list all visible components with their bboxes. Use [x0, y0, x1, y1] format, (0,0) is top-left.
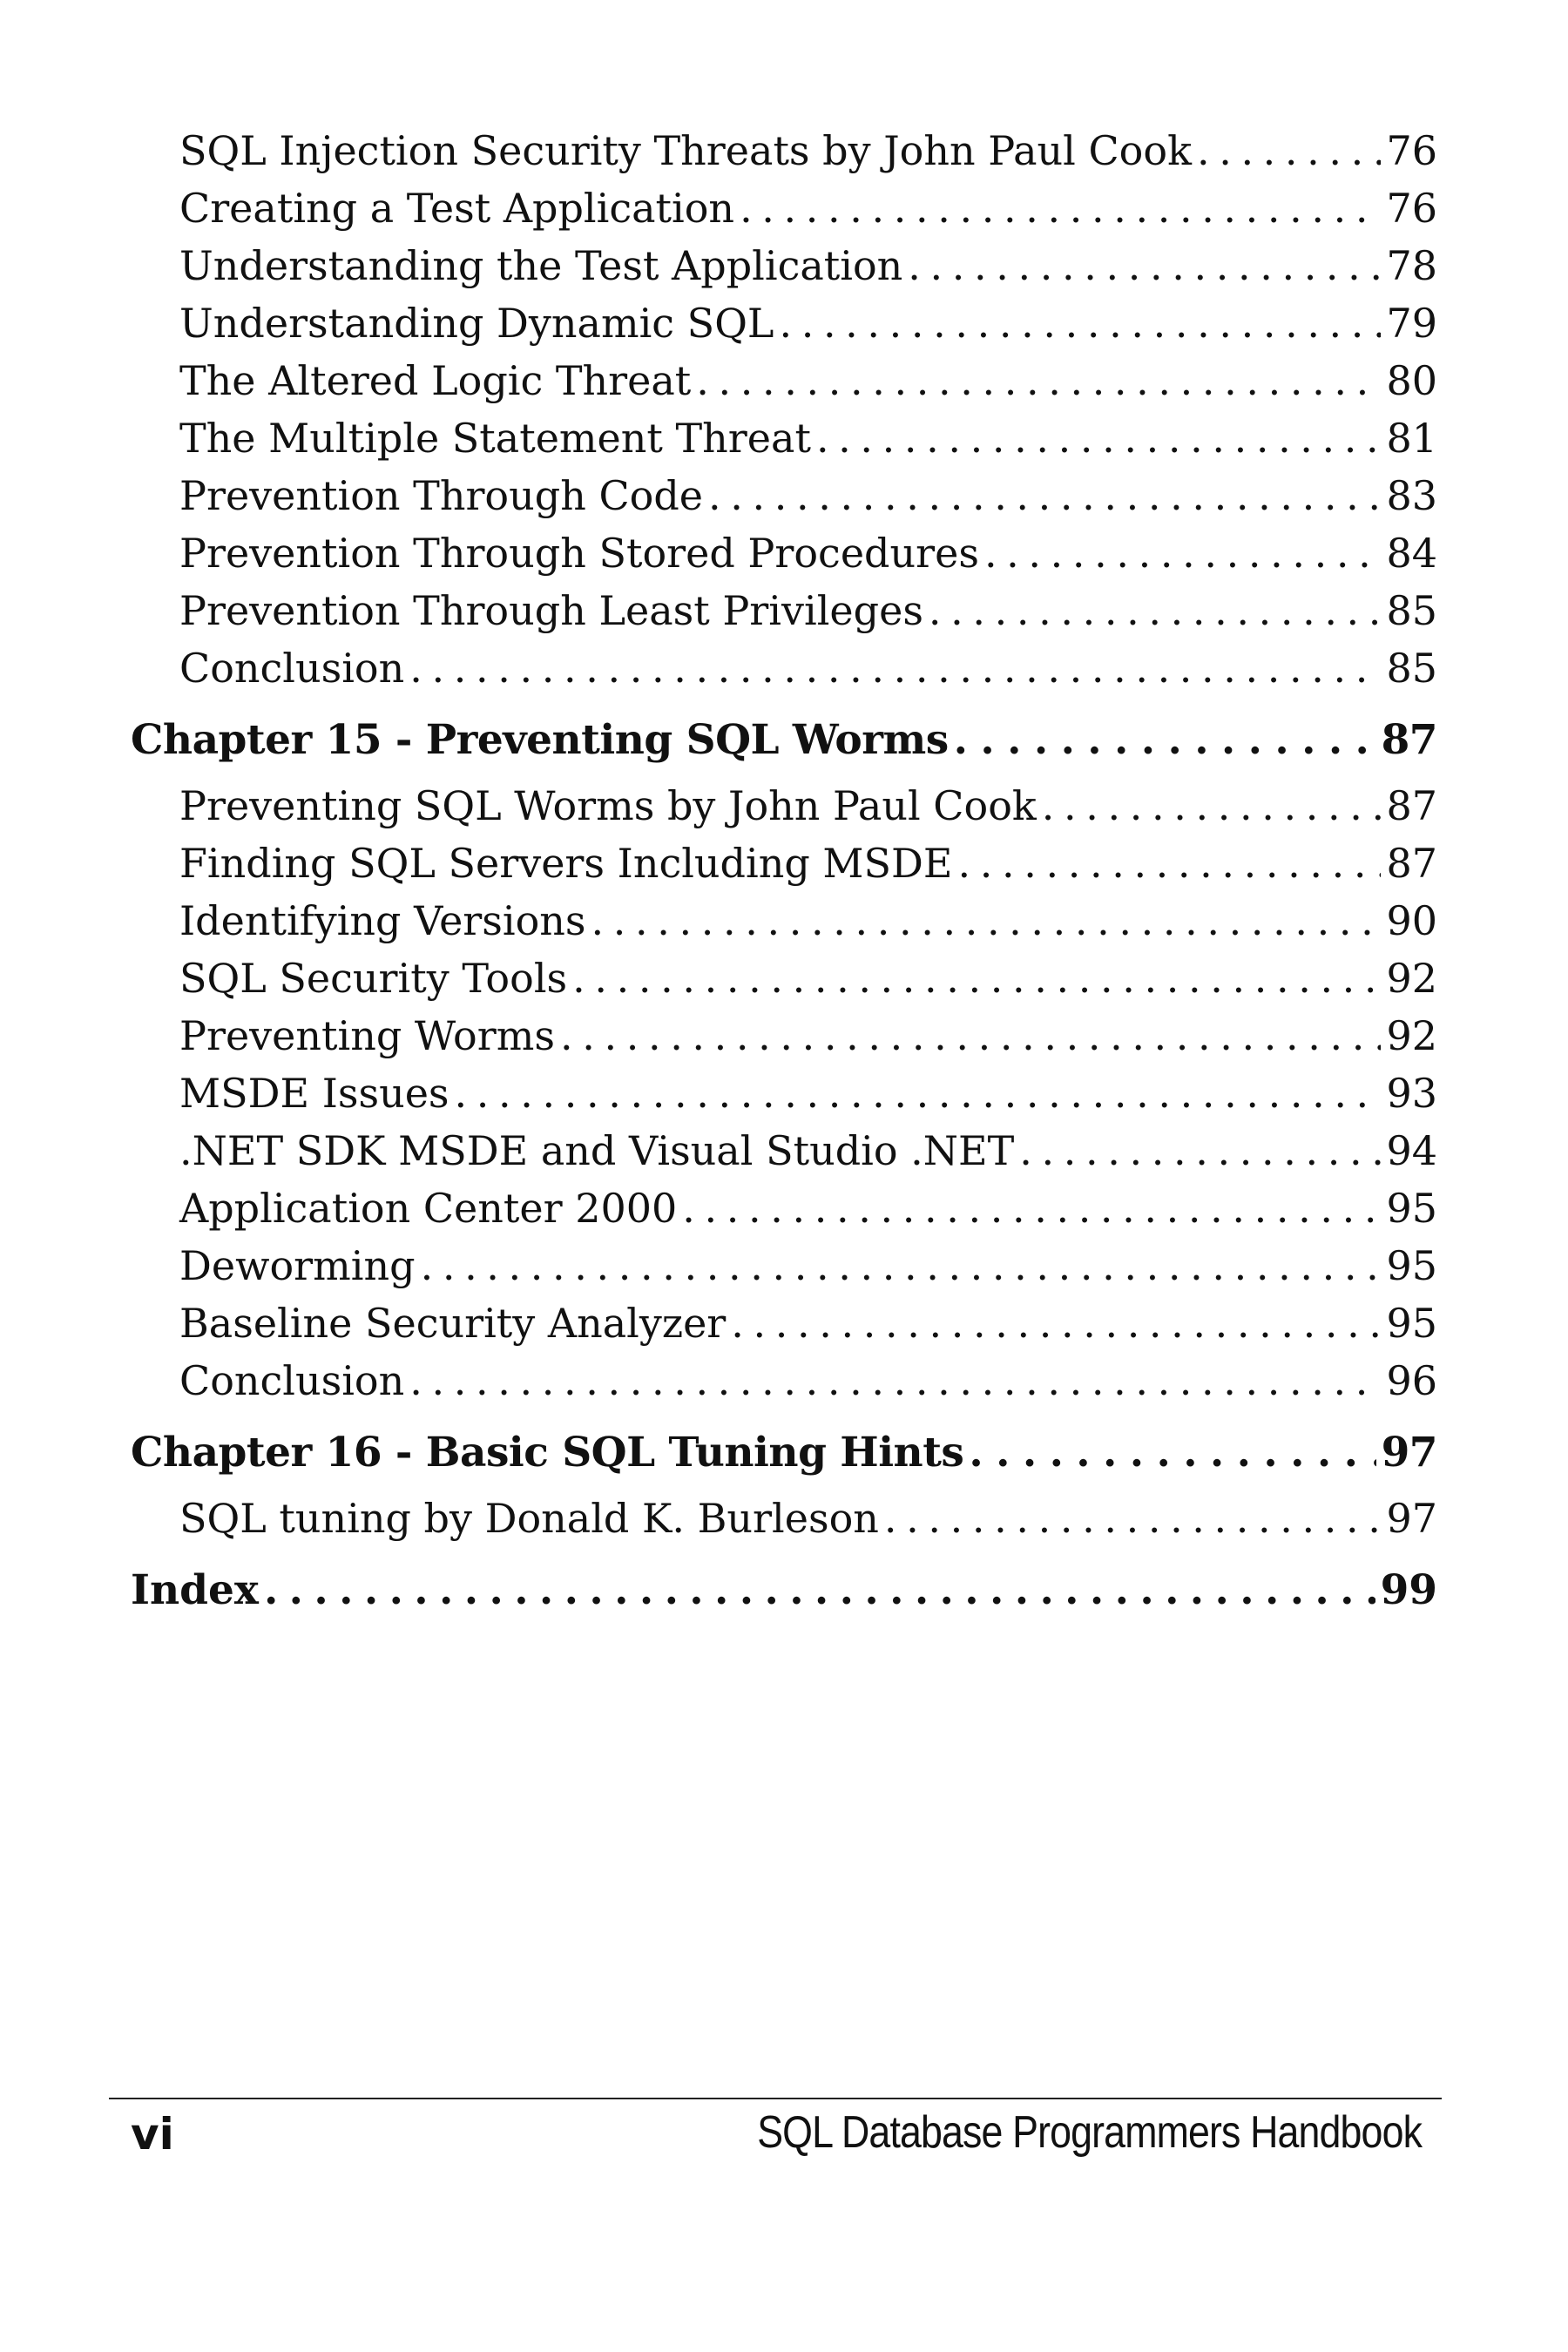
footer-divider — [109, 2098, 1442, 2099]
toc-entry-title: SQL Injection Security Threats by John Paul Cook — [179, 127, 1192, 174]
toc-entry[interactable] — [179, 294, 1437, 352]
toc-entry-page: 84 — [1386, 530, 1437, 577]
dot-leader — [816, 409, 1382, 467]
toc-entry[interactable] — [179, 524, 1437, 582]
toc-entry-page: 76 — [1386, 185, 1437, 232]
toc-entry-page: 81 — [1386, 415, 1437, 462]
toc-entry-page: 76 — [1386, 127, 1437, 174]
toc-entry[interactable] — [179, 122, 1437, 179]
chapter-page: 97 — [1381, 1429, 1437, 1477]
dot-leader — [421, 1237, 1382, 1294]
toc-entry-title: .NET SDK MSDE and Visual Studio .NET — [179, 1127, 1015, 1174]
dot-leader — [708, 467, 1381, 524]
toc-entry[interactable] — [179, 1179, 1437, 1237]
toc-entry-page: 87 — [1386, 840, 1437, 887]
dot-leader — [409, 1352, 1381, 1409]
toc-entry[interactable] — [179, 179, 1437, 237]
toc-entry-title: SQL tuning by Donald K. Burleson — [179, 1495, 879, 1542]
dot-leader — [455, 1064, 1382, 1122]
table-of-contents — [131, 122, 1437, 1627]
toc-entry-page: 83 — [1386, 472, 1437, 519]
toc-entry-page: 87 — [1386, 782, 1437, 829]
dot-leader — [696, 352, 1381, 409]
toc-entry[interactable] — [179, 1237, 1437, 1294]
toc-entry-page: 93 — [1386, 1070, 1437, 1117]
toc-entry-page: 95 — [1386, 1242, 1437, 1289]
dot-leader — [884, 1490, 1382, 1547]
index-title: Index — [131, 1566, 259, 1614]
dot-leader — [1042, 777, 1382, 835]
toc-entry[interactable] — [179, 1294, 1437, 1352]
toc-entry[interactable] — [179, 639, 1437, 697]
toc-entry-title: Prevention Through Stored Procedures — [179, 530, 979, 577]
toc-entry-title: The Altered Logic Threat — [179, 357, 692, 404]
toc-entry-page: 95 — [1386, 1185, 1437, 1232]
toc-entry-title: Understanding Dynamic SQL — [179, 300, 774, 347]
toc-entry-title: Baseline Security Analyzer — [179, 1300, 727, 1347]
dot-leader — [740, 179, 1381, 237]
toc-entry-title: Prevention Through Least Privileges — [179, 587, 923, 634]
toc-entry-title: Conclusion — [179, 645, 405, 692]
toc-index[interactable] — [131, 1554, 1437, 1627]
running-footer-title: SQL Database Programmers Handbook — [757, 2107, 1422, 2158]
dot-leader — [984, 524, 1382, 582]
toc-entry-title: Creating a Test Application — [179, 185, 735, 232]
toc-entry-title: Understanding the Test Application — [179, 242, 903, 289]
toc-entry-title: Preventing SQL Worms by John Paul Cook — [179, 782, 1037, 829]
toc-chapter-16[interactable] — [131, 1416, 1437, 1490]
toc-entry-page: 94 — [1386, 1127, 1437, 1174]
toc-entry-title: Application Center 2000 — [179, 1185, 678, 1232]
toc-entry-page: 85 — [1386, 645, 1437, 692]
dot-leader — [560, 1007, 1381, 1064]
toc-entry-page: 92 — [1386, 955, 1437, 1002]
toc-entry-title: Prevention Through Code — [179, 472, 704, 519]
toc-entry[interactable] — [179, 1352, 1437, 1409]
dot-leader — [1019, 1122, 1381, 1179]
dot-leader — [779, 294, 1381, 352]
dot-leader — [591, 892, 1382, 950]
dot-leader — [264, 1554, 1375, 1627]
toc-entry-title: The Multiple Statement Threat — [179, 415, 811, 462]
dot-leader — [908, 237, 1381, 294]
toc-entry-title: SQL Security Tools — [179, 955, 568, 1002]
toc-entry-title: Identifying Versions — [179, 897, 586, 944]
dot-leader — [731, 1294, 1381, 1352]
toc-entry-title: Conclusion — [179, 1357, 405, 1404]
toc-entry[interactable] — [179, 467, 1437, 524]
index-page: 99 — [1380, 1566, 1437, 1614]
toc-entry-page: 96 — [1386, 1357, 1437, 1404]
toc-entry-page: 85 — [1386, 587, 1437, 634]
toc-entry-page: 95 — [1386, 1300, 1437, 1347]
toc-entry-page: 78 — [1386, 242, 1437, 289]
toc-entry[interactable] — [179, 1490, 1437, 1547]
toc-entry-page: 80 — [1386, 357, 1437, 404]
dot-leader — [572, 950, 1381, 1007]
dot-leader — [957, 835, 1381, 892]
dot-leader — [682, 1179, 1381, 1237]
toc-entry-page: 97 — [1386, 1495, 1437, 1542]
toc-entry-page: 92 — [1386, 1012, 1437, 1059]
toc-entry-page: 79 — [1386, 300, 1437, 347]
toc-entry[interactable] — [179, 237, 1437, 294]
toc-entry[interactable] — [179, 892, 1437, 950]
toc-entry[interactable] — [179, 1007, 1437, 1064]
toc-entry[interactable] — [179, 777, 1437, 835]
toc-entry-title: Deworming — [179, 1242, 416, 1289]
toc-chapter-15[interactable] — [131, 704, 1437, 777]
toc-entry[interactable] — [179, 352, 1437, 409]
dot-leader — [1197, 122, 1382, 179]
dot-leader — [969, 1416, 1375, 1490]
page-number: vi — [131, 2109, 174, 2159]
dot-leader — [409, 639, 1381, 697]
dot-leader — [954, 704, 1376, 777]
chapter-page: 87 — [1381, 716, 1437, 764]
toc-entry-page: 90 — [1386, 897, 1437, 944]
toc-entry[interactable] — [179, 1064, 1437, 1122]
toc-entry-title: MSDE Issues — [179, 1070, 449, 1117]
toc-entry[interactable] — [179, 950, 1437, 1007]
toc-entry[interactable] — [179, 835, 1437, 892]
dot-leader — [929, 582, 1382, 639]
chapter-title: Chapter 16 - Basic SQL Tuning Hints — [131, 1429, 964, 1477]
toc-entry-title: Finding SQL Servers Including MSDE — [179, 840, 953, 887]
chapter-title: Chapter 15 - Preventing SQL Worms — [131, 716, 949, 764]
toc-entry[interactable] — [179, 409, 1437, 467]
toc-entry[interactable] — [179, 1122, 1437, 1179]
toc-entry[interactable] — [179, 582, 1437, 639]
toc-entry-title: Preventing Worms — [179, 1012, 555, 1059]
